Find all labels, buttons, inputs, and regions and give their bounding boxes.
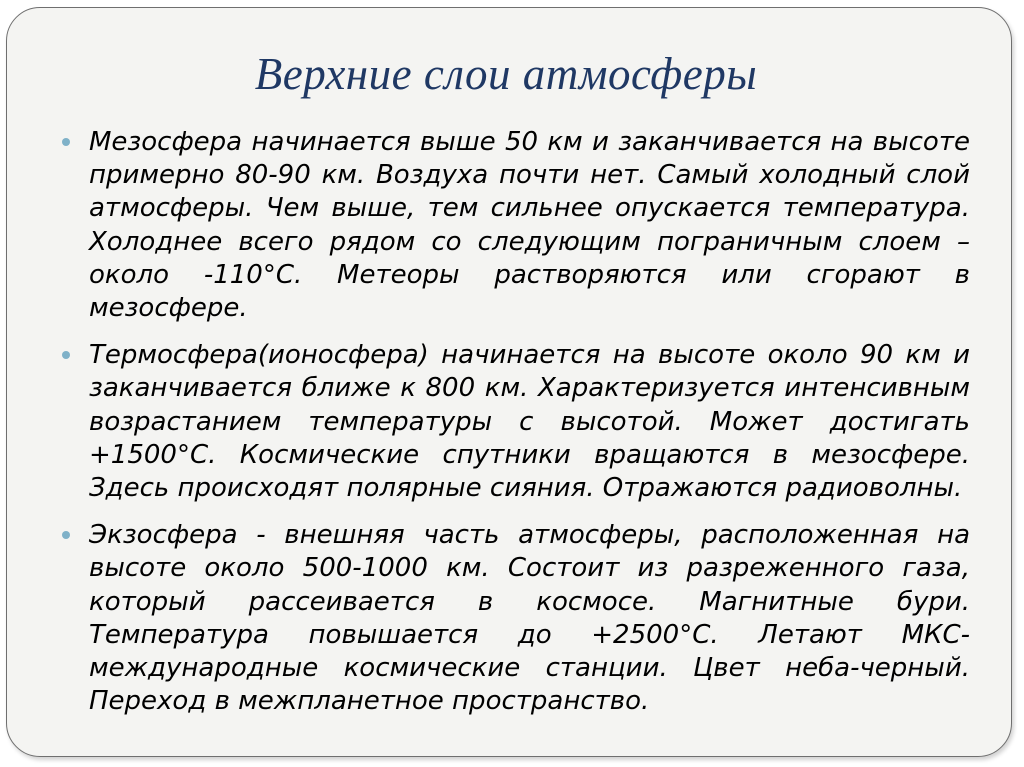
bullet-list [60,126,970,732]
bullet-dot-icon [62,351,70,359]
bullet-text: Экзосфера - внешняя часть атмосферы, расположенная на высоте около 500-1000 км. Состоит из разреженного газа, который рассеивается в космосе. Магнитные бури. Температура повышается до +2500°С. Летают МКС-международные космические станции. Цвет неба-черный. Переход в межпланетное пространство. [89,520,970,717]
bullet-text: Термосфера(ионосфера) начинается на высоте около 90 км и заканчивается ближе к 800 км. Характеризуется интенсивным возрастанием температуры с высотой. Может достигать +1500°С. Космические спутники вращаются в мезосфере. Здесь происходят полярные сияния. Отражаются радиоволны. [89,340,970,504]
bullet-item-thermosphere [60,339,970,505]
bullet-dot-icon [62,531,70,539]
slide-title: Верхние слои атмосферы [254,49,758,99]
bullet-item-mesosphere [60,126,970,325]
bullet-item-exosphere [60,519,970,718]
bullet-dot-icon [62,138,70,146]
bullet-text: Мезосфера начинается выше 50 км и заканчивается на высоте примерно 80-90 км. Воздуха почти нет. Самый холодный слой атмосферы. Чем выше, тем сильнее опускается температура. Холоднее всего рядом со следующим пограничным слоем – около -110°С. Метеоры растворяются или сгорают в мезосфере. [89,127,970,324]
